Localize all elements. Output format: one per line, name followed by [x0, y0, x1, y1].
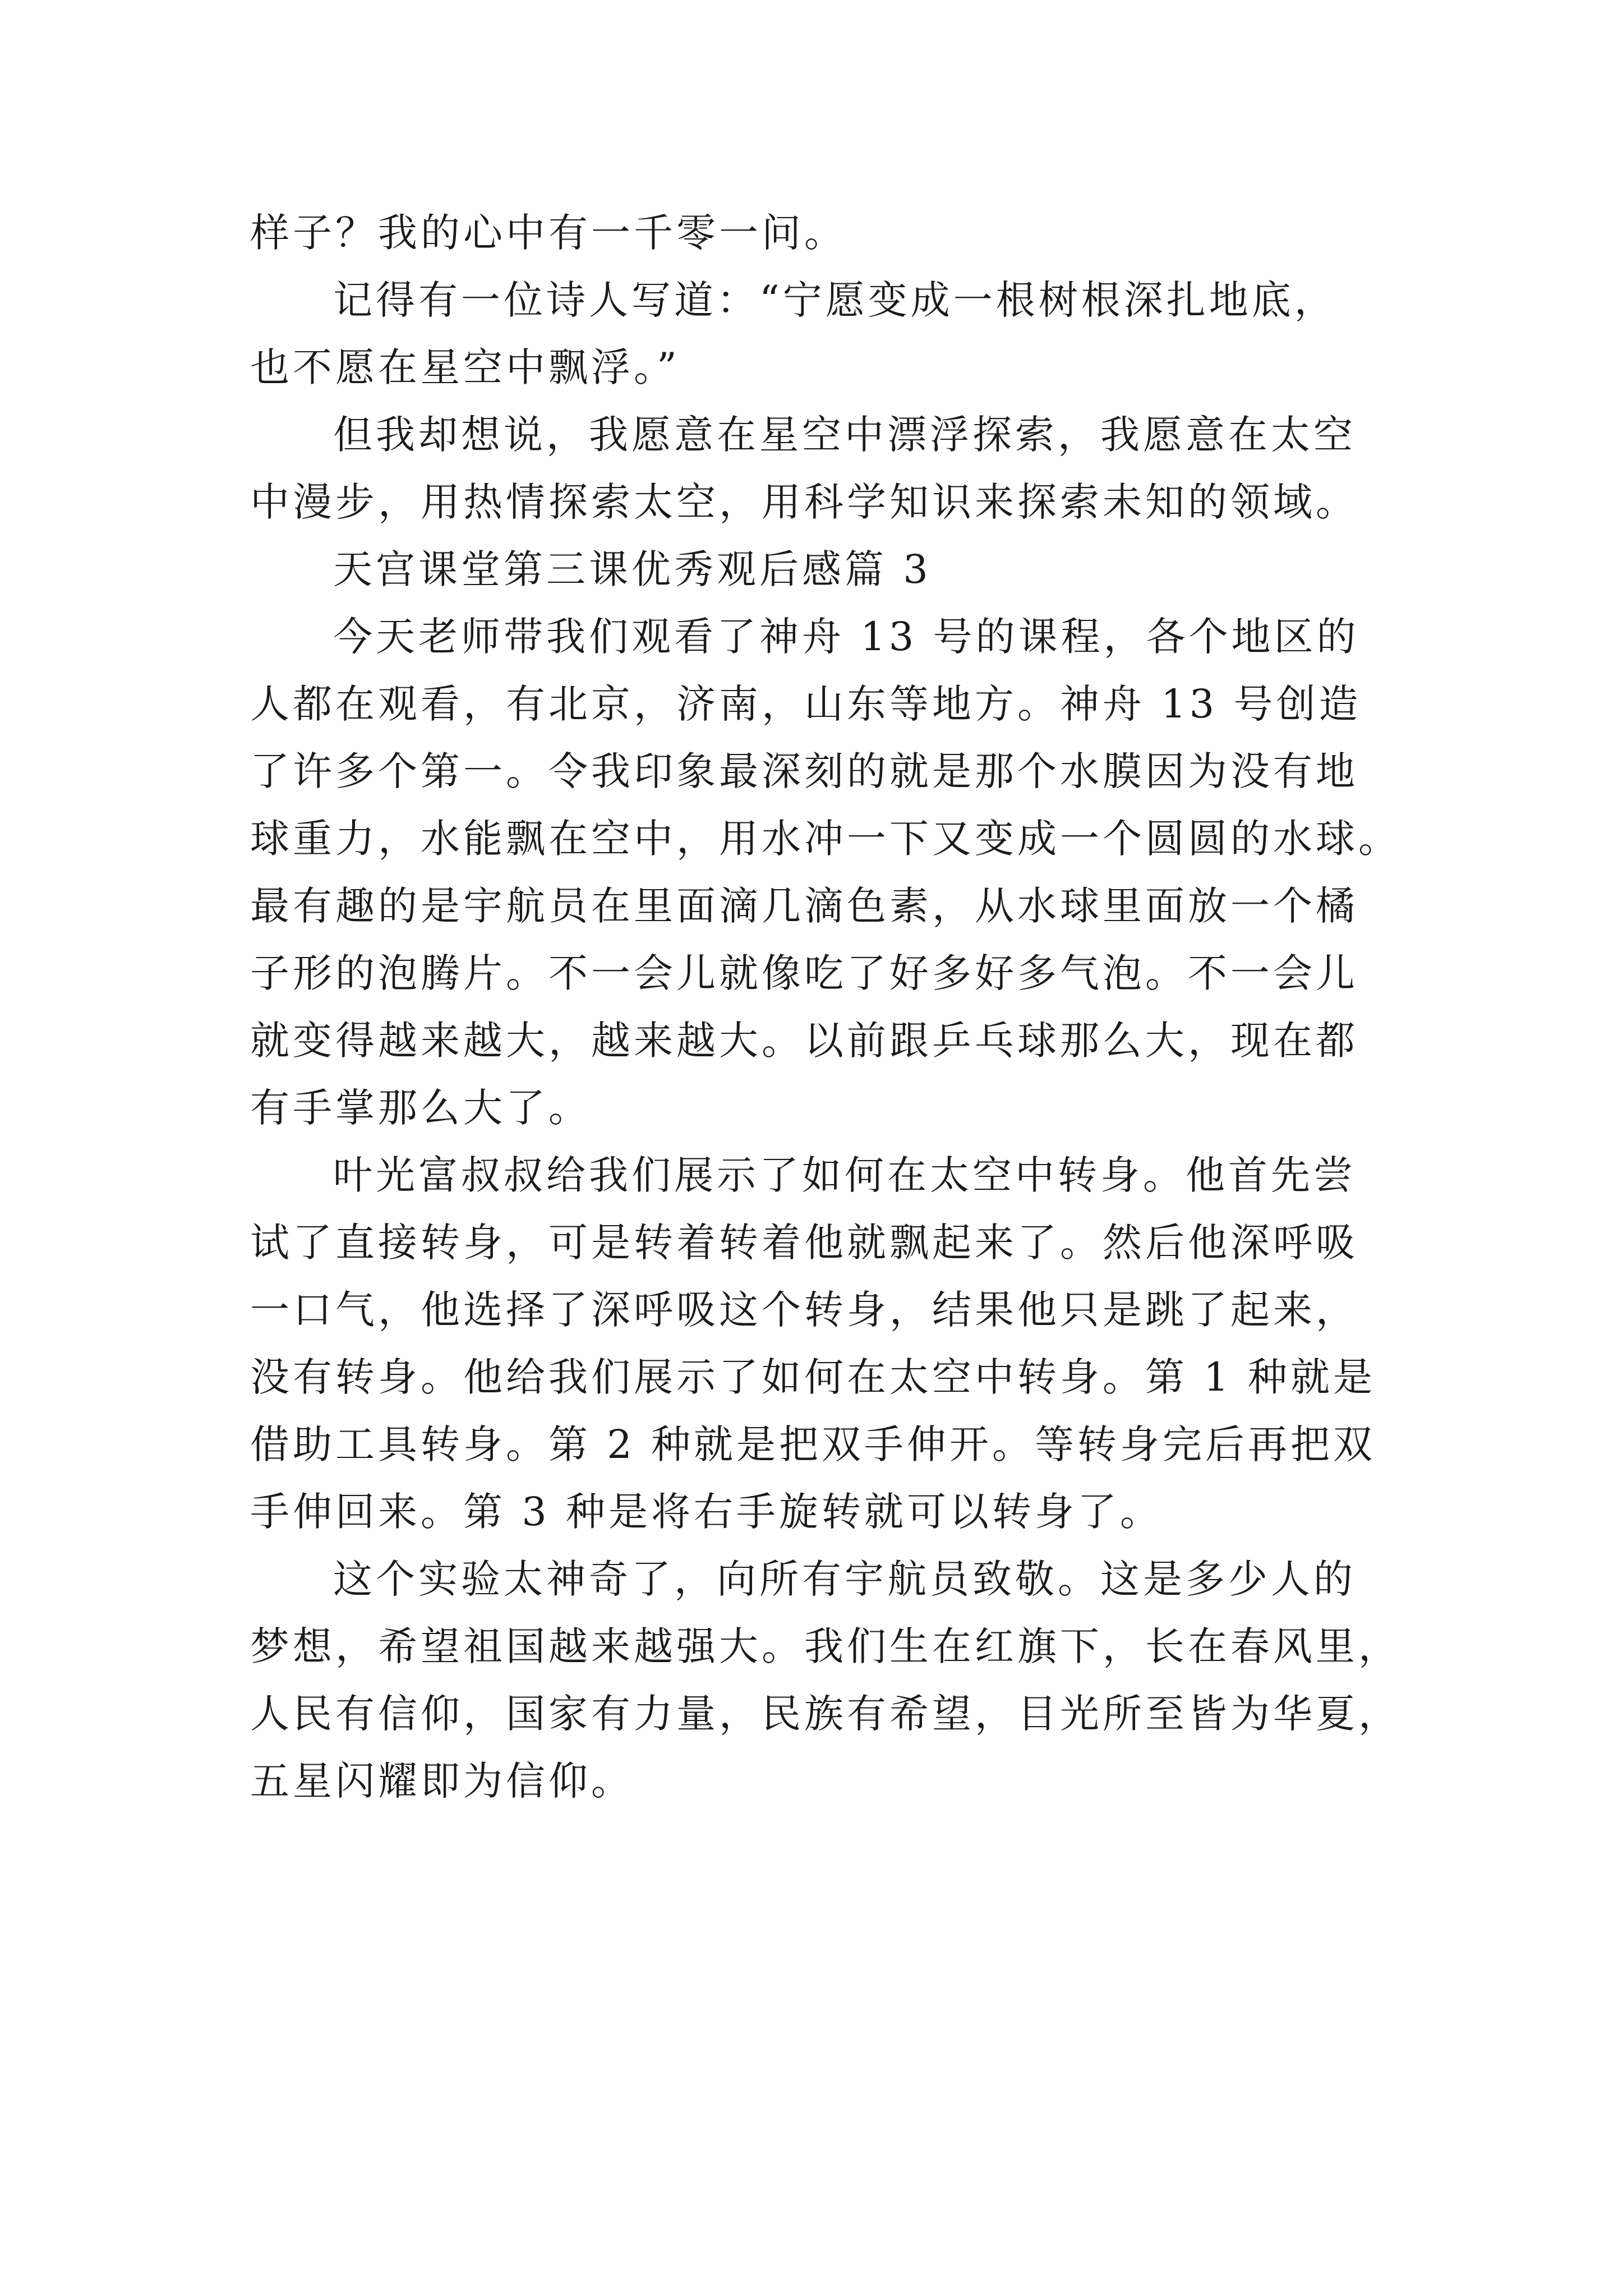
text-line: 了许多个第一。令我印象最深刻的就是那个水膜因为没有地: [250, 748, 1358, 794]
text-line: 天宫课堂第三课优秀观后感篇 3: [333, 546, 932, 592]
text-line: 球重力，水能飘在空中，用水冲一下又变成一个圆圆的水球。: [250, 816, 1401, 862]
text-line: 没有转身。他给我们展示了如何在太空中转身。第 1 种就是: [250, 1354, 1376, 1400]
text-line: 一口气，他选择了深呼吸这个转身，结果他只是跳了起来，: [250, 1287, 1358, 1333]
text-line: 最有趣的是宇航员在里面滴几滴色素，从水球里面放一个橘: [250, 883, 1358, 929]
text-line: 梦想，希望祖国越来越强大。我们生在红旗下，长在春风里，: [250, 1623, 1401, 1669]
text-line: 但我却想说，我愿意在星空中漂浮探索，我愿意在太空: [333, 412, 1356, 458]
text-line: 记得有一位诗人写道：“宁愿变成一根树根深扎地底，: [333, 277, 1337, 323]
text-line: 试了直接转身，可是转着转着他就飘起来了。然后他深呼吸: [250, 1220, 1358, 1266]
text-line: 今天老师带我们观看了神舟 13 号的课程，各个地区的: [333, 614, 1359, 660]
text-line: 子形的泡腾片。不一会儿就像吃了好多好多气泡。不一会儿: [250, 950, 1358, 996]
text-line: 人民有信仰，国家有力量，民族有希望，目光所至皆为华夏，: [250, 1691, 1401, 1737]
text-line: 样子？我的心中有一千零一问。: [250, 210, 847, 256]
text-line: 这个实验太神奇了，向所有宇航员致敬。这是多少人的: [333, 1556, 1356, 1602]
text-line: 也不愿在星空中飘浮。”: [250, 344, 680, 390]
text-line: 人都在观看，有北京，济南，山东等地方。神舟 13 号创造: [250, 681, 1362, 727]
text-line: 叶光富叔叔给我们展示了如何在太空中转身。他首先尝: [333, 1152, 1356, 1198]
text-line: 中漫步，用热情探索太空，用科学知识来探索未知的领域。: [250, 479, 1358, 525]
text-line: 手伸回来。第 3 种是将右手旋转就可以转身了。: [250, 1489, 1163, 1535]
text-line: 有手掌那么大了。: [250, 1085, 591, 1131]
text-line: 借助工具转身。第 2 种就是把双手伸开。等转身完后再把双: [250, 1421, 1376, 1467]
text-line: 五星闪耀即为信仰。: [250, 1758, 634, 1804]
article-body: [250, 199, 1401, 1815]
text-line: 就变得越来越大，越来越大。以前跟乒乓球那么大，现在都: [250, 1018, 1358, 1064]
